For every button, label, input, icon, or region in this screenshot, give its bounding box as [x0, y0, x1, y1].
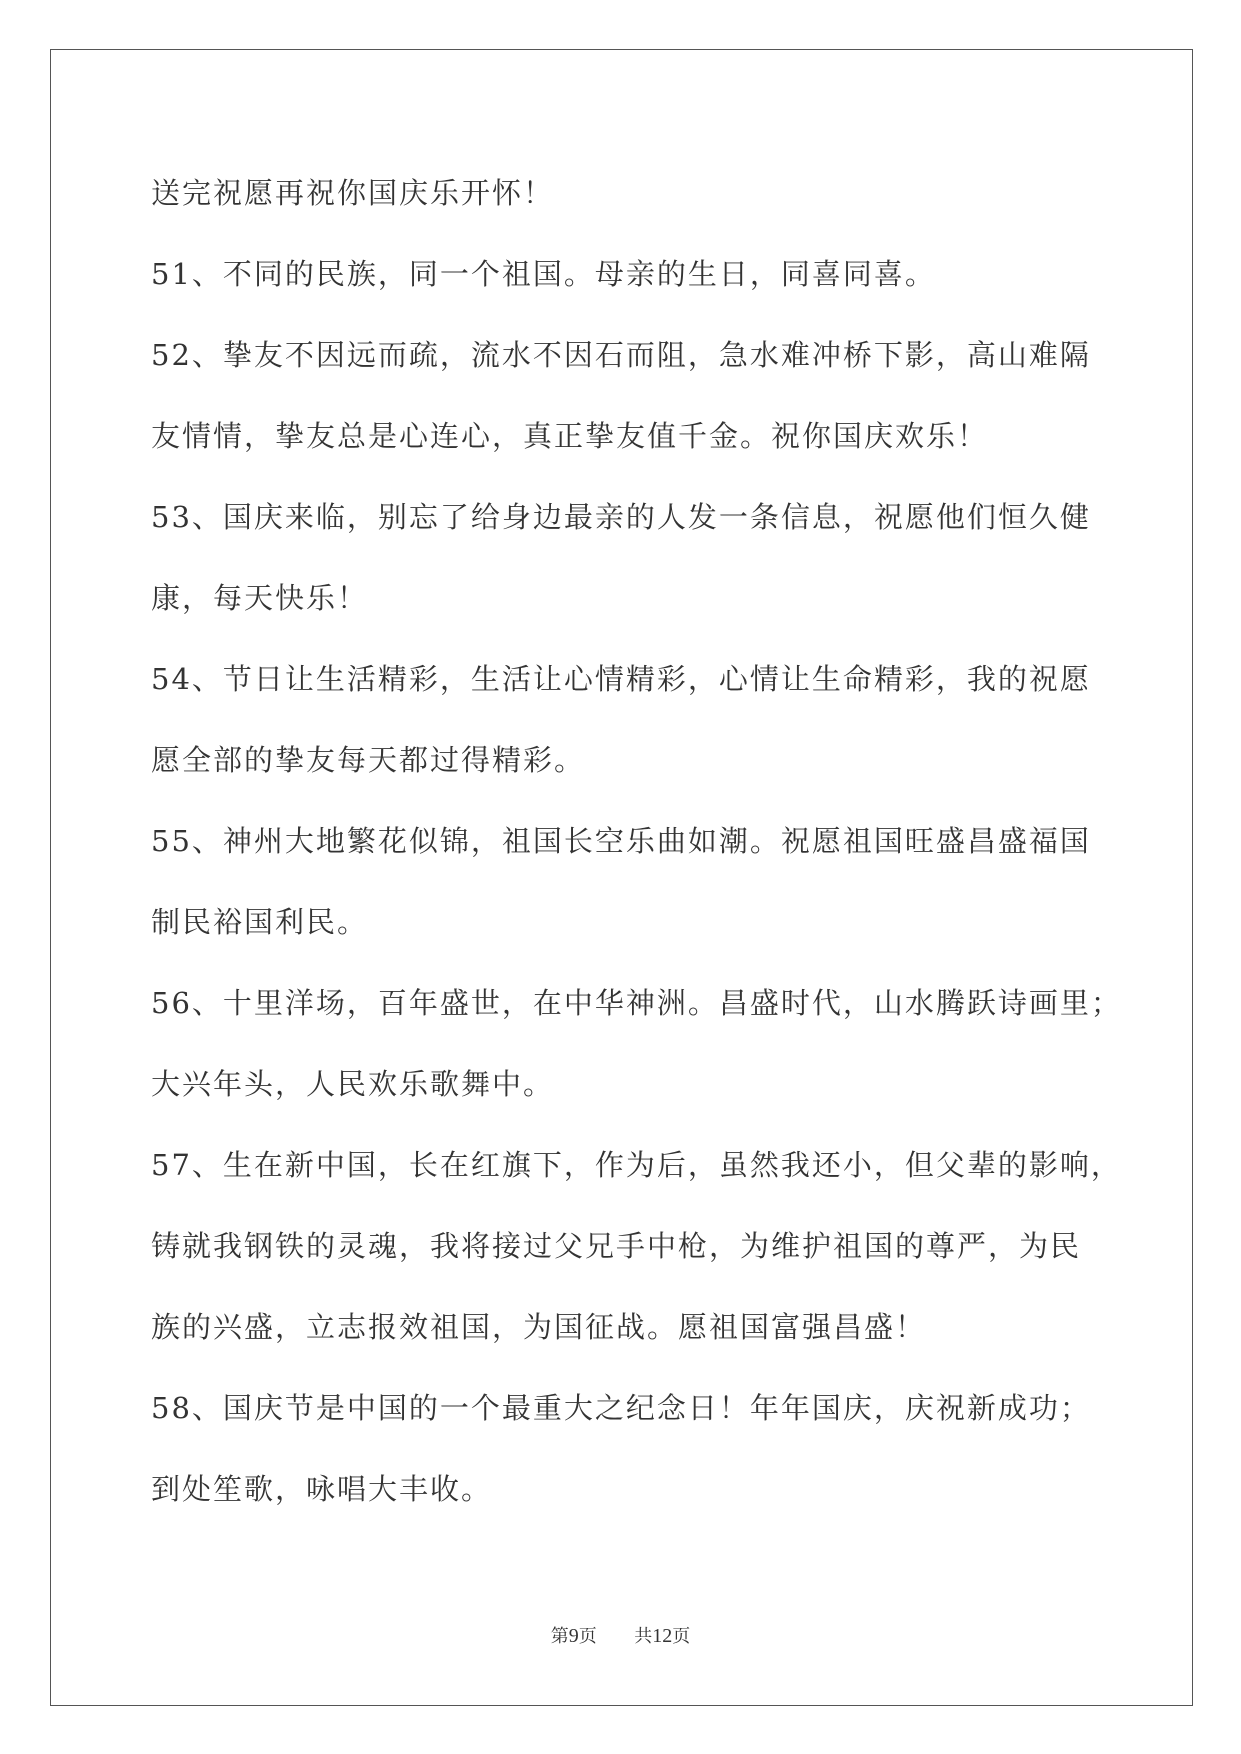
- total-pages-label: [634, 1626, 690, 1647]
- page-prefix: 第: [550, 1626, 569, 1647]
- total-pages-number: 12: [652, 1625, 673, 1647]
- total-suffix: 页: [672, 1626, 691, 1647]
- current-page-number: 9: [568, 1625, 579, 1647]
- page-suffix: 页: [578, 1626, 597, 1647]
- text-line: 53、国庆来临，别忘了给身边最亲的人发一条信息，祝愿他们恒久健: [151, 500, 1091, 534]
- text-line: 56、十里洋场，百年盛世，在中华神洲。昌盛时代，山水腾跃诗画里；: [151, 986, 1122, 1020]
- total-prefix: 共: [634, 1626, 653, 1647]
- text-line: 57、生在新中国，长在红旗下，作为后，虽然我还小，但父辈的影响，: [151, 1148, 1122, 1182]
- document-body: [151, 167, 1122, 1544]
- text-line: 到处笙歌，咏唱大丰收。: [151, 1472, 493, 1506]
- text-line: 51、不同的民族，同一个祖国。母亲的生日，同喜同喜。: [151, 257, 936, 291]
- text-line: 制民裕国利民。: [151, 905, 369, 939]
- text-line: 58、国庆节是中国的一个最重大之纪念日！年年国庆，庆祝新成功；: [151, 1391, 1091, 1425]
- text-line: 大兴年头，人民欢乐歌舞中。: [151, 1067, 555, 1101]
- text-line: 54、节日让生活精彩，生活让心情精彩，心情让生命精彩，我的祝愿: [151, 662, 1091, 696]
- text-line: 送完祝愿再祝你国庆乐开怀！: [151, 176, 555, 210]
- text-line: 55、神州大地繁花似锦，祖国长空乐曲如潮。祝愿祖国旺盛昌盛福国: [151, 824, 1091, 858]
- page-footer: [0, 1622, 1241, 1648]
- text-line: 康，每天快乐！: [151, 581, 369, 615]
- page-number-label: [551, 1626, 603, 1647]
- text-line: 族的兴盛，立志报效祖国，为国征战。愿祖国富强昌盛！: [151, 1310, 927, 1344]
- text-line: 友情情，挚友总是心连心，真正挚友值千金。祝你国庆欢乐！: [151, 419, 989, 453]
- text-line: 铸就我钢铁的灵魂，我将接过父兄手中枪，为维护祖国的尊严，为民: [151, 1229, 1082, 1263]
- text-line: 52、挚友不因远而疏，流水不因石而阻，急水难冲桥下影，高山难隔: [151, 338, 1091, 372]
- text-line: 愿全部的挚友每天都过得精彩。: [151, 743, 586, 777]
